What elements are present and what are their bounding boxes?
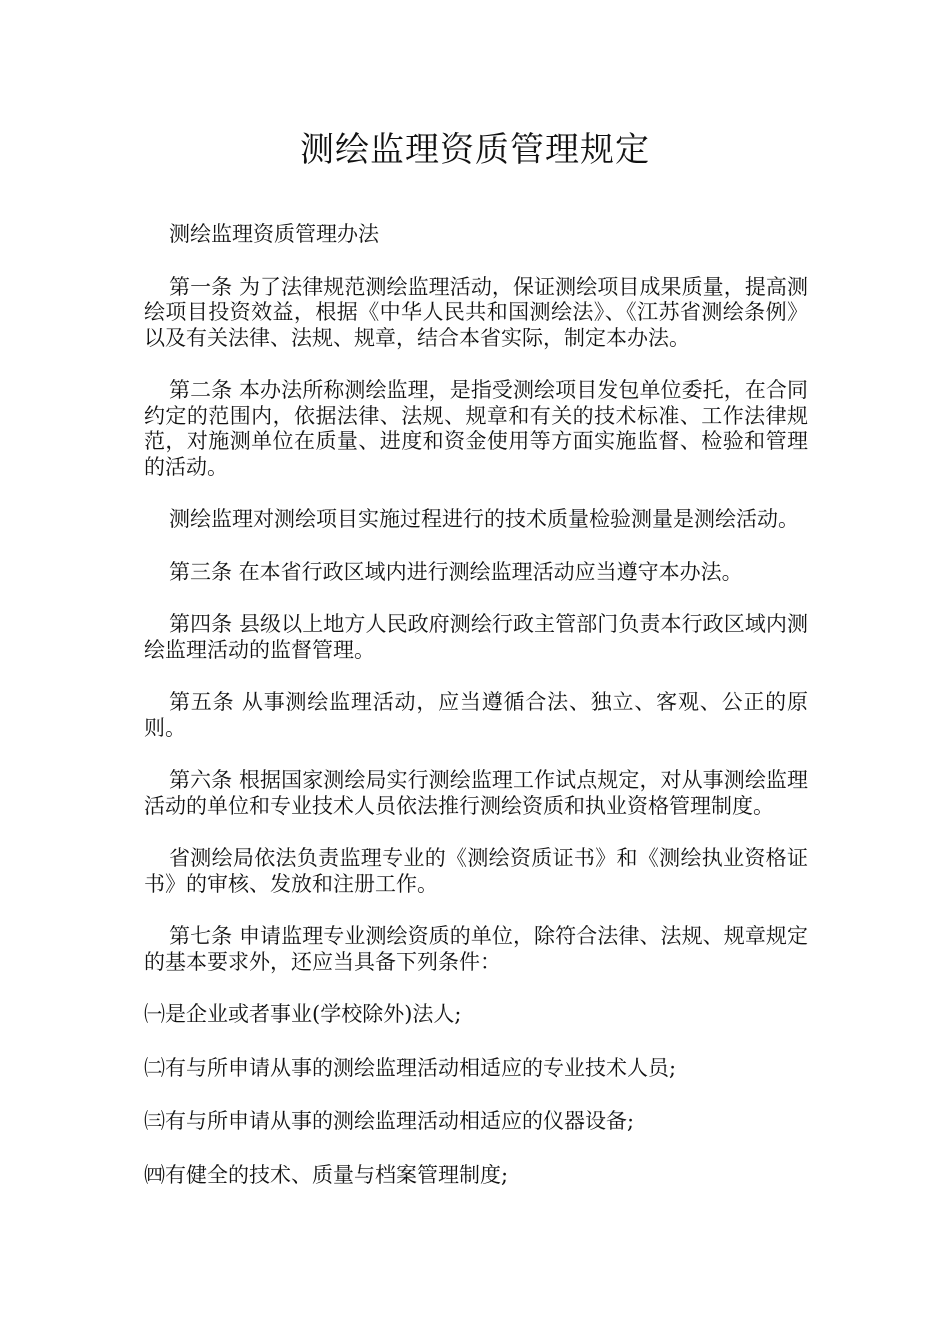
article-2: 第二条 本办法所称测绘监理，是指受测绘项目发包单位委托，在合同约定的范围内，依据法律、法规、规章和有关的技术标准、工作法律规范，对施测单位在质量、进度和资金使用等方面实施监督、检验和管理的活动。 — [144, 378, 808, 479]
article-5: 第五条 从事测绘监理活动，应当遵循合法、独立、客观、公正的原则。 — [144, 690, 808, 740]
list-item: ㈣有健全的技术、质量与档案管理制度; — [144, 1162, 509, 1187]
article-4: 第四条 县级以上地方人民政府测绘行政主管部门负责本行政区域内测绘监理活动的监督管理。 — [144, 612, 808, 662]
list-item: ㈠是企业或者事业(学校除外)法人; — [144, 1002, 462, 1026]
list-item: ㈢有与所申请从事的测绘监理活动相适应的仪器设备; — [144, 1109, 635, 1133]
article-2-note: 测绘监理对测绘项目实施过程进行的技术质量检验测量是测绘活动。 — [169, 507, 799, 531]
article-1: 第一条 为了法律规范测绘监理活动，保证测绘项目成果质量，提高测绘项目投资效益，根据《中华人民共和国测绘法》、《江苏省测绘条例》以及有关法律、法规、规章，结合本省实际，制定本办法。 — [144, 274, 808, 350]
document-title: 测绘监理资质管理规定 — [300, 130, 650, 170]
list-item: ㈡有与所申请从事的测绘监理活动相适应的专业技术人员; — [144, 1055, 677, 1080]
article-6: 第六条 根据国家测绘局实行测绘监理工作试点规定，对从事测绘监理活动的单位和专业技术人员依法推行测绘资质和执业资格管理制度。 — [144, 768, 808, 818]
document-body — [144, 222, 808, 1216]
article-3: 第三条 在本省行政区域内进行测绘监理活动应当遵守本办法。 — [169, 559, 743, 584]
subtitle-paragraph: 测绘监理资质管理办法 — [169, 222, 379, 246]
article-7: 第七条 申请监理专业测绘资质的单位，除符合法律、法规、规章规定的基本要求外，还应当具备下列条件： — [144, 924, 808, 974]
article-6-note: 省测绘局依法负责监理专业的《测绘资质证书》和《测绘执业资格证书》的审核、发放和注册工作。 — [144, 846, 808, 896]
